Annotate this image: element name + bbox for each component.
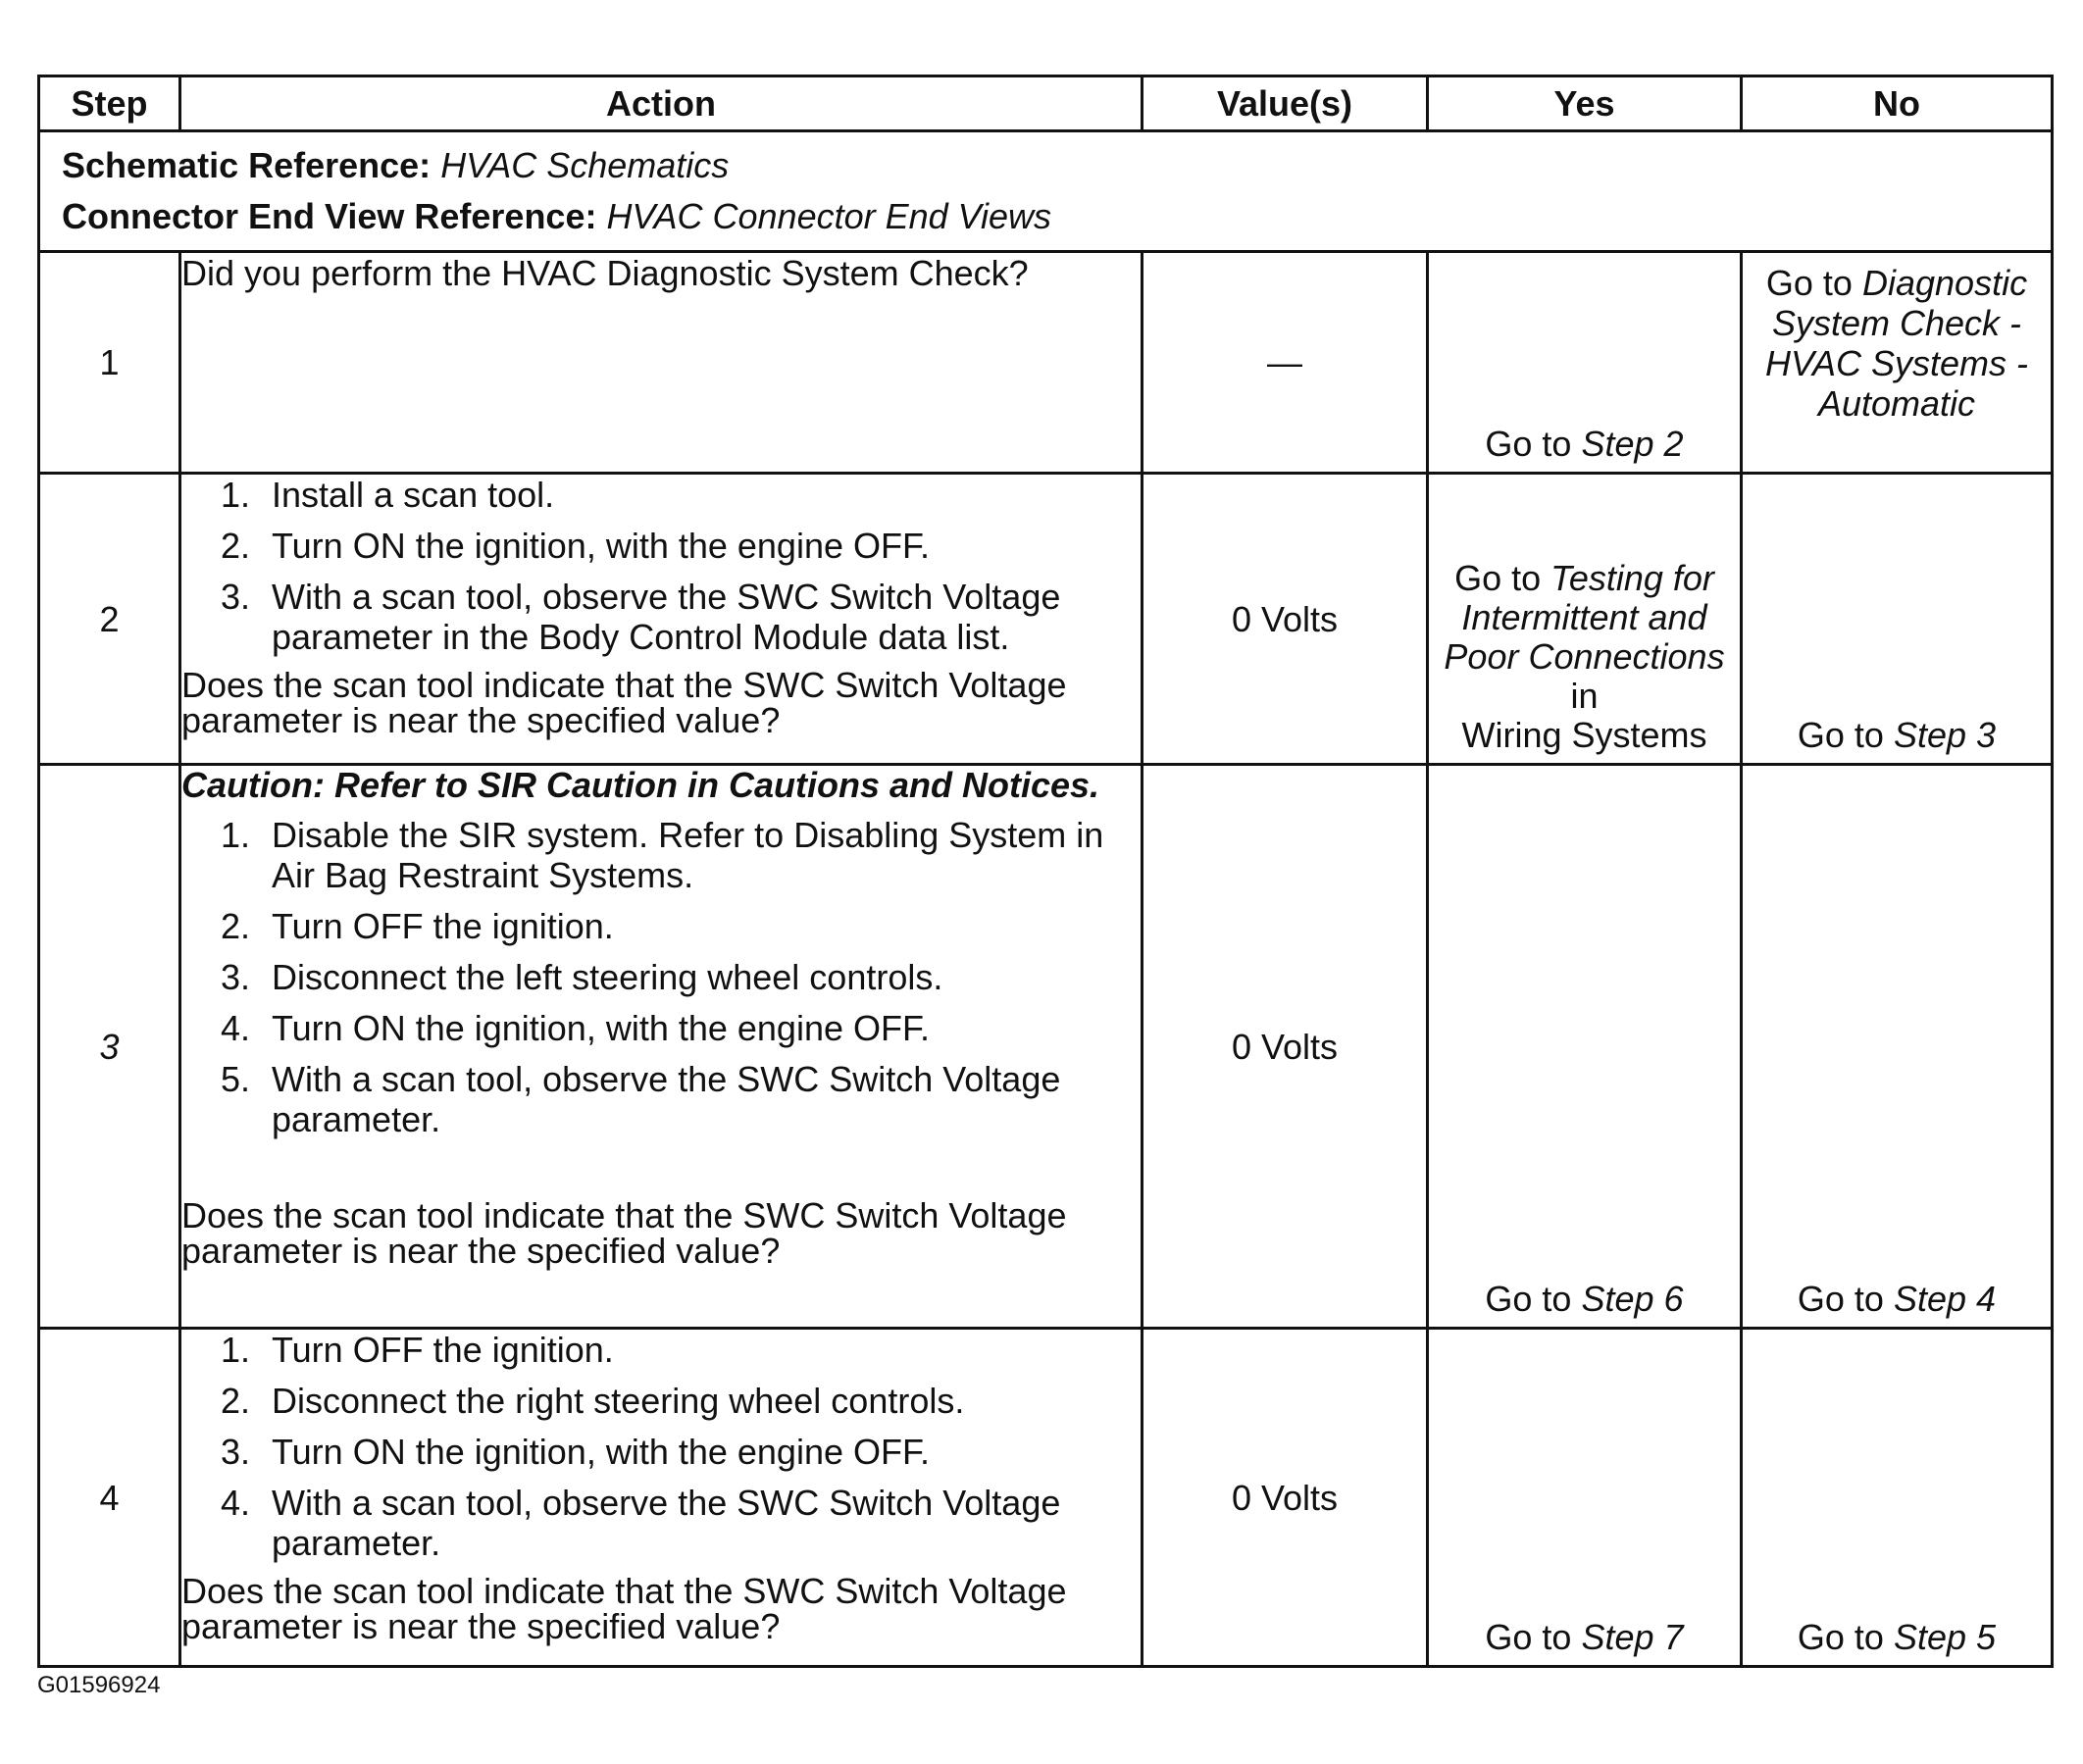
schematic-reference	[62, 140, 2051, 191]
no-prefix: Go to	[1797, 715, 1884, 755]
yes-suffix: in	[1570, 676, 1599, 716]
yes-cell	[1428, 1329, 1742, 1667]
step-number: 4	[39, 1329, 180, 1667]
yes-cell	[1428, 252, 1742, 474]
action-step-item	[221, 577, 1141, 657]
no-link[interactable]: Step 4	[1893, 1279, 1997, 1319]
item-number: 2.	[221, 526, 251, 566]
item-number: 1.	[221, 1330, 251, 1370]
action-cell	[180, 765, 1143, 1329]
action-step-item	[221, 1008, 1141, 1048]
item-number: 3.	[221, 577, 251, 617]
item-number: 1.	[221, 815, 251, 855]
schematic-reference-label: Schematic Reference:	[62, 145, 432, 185]
no-prefix: Go to	[1765, 263, 1853, 303]
action-question: Does the scan tool indicate that the SWC Switch Voltage parameter is near the specified value?	[181, 665, 1067, 740]
yes-link[interactable]: Step 2	[1581, 424, 1684, 464]
no-cell	[1742, 765, 2053, 1329]
no-link[interactable]: Diagnostic System Check - HVAC Systems - Automatic	[1764, 263, 2029, 424]
no-cell	[1742, 474, 2053, 765]
reference-row	[39, 131, 2053, 252]
connector-reference-link[interactable]: HVAC Connector End Views	[606, 196, 1052, 236]
item-text: Disconnect the right steering wheel controls.	[272, 1381, 965, 1421]
item-text: Turn ON the ignition, with the engine OFF.	[272, 1432, 930, 1472]
item-text: Disconnect the left steering wheel controls.	[272, 957, 943, 997]
action-step-item	[221, 475, 1141, 515]
yes-link[interactable]: Step 7	[1581, 1617, 1684, 1657]
action-step-item	[221, 1330, 1141, 1370]
no-cell	[1742, 1329, 2053, 1667]
item-text: Turn ON the ignition, with the engine OFF.	[272, 1008, 930, 1048]
header-values: Value(s)	[1143, 76, 1428, 131]
value-cell: 0 Volts	[1143, 1329, 1428, 1667]
reference-cell	[39, 131, 2053, 252]
action-step-item	[221, 1059, 1141, 1139]
step-number: 2	[39, 474, 180, 765]
action-cell	[180, 252, 1143, 474]
action-step-item	[221, 1432, 1141, 1472]
header-action: Action	[180, 76, 1143, 131]
yes-prefix: Go to	[1485, 424, 1572, 464]
item-text: Turn OFF the ignition.	[272, 1330, 614, 1370]
yes-cell	[1428, 474, 1742, 765]
no-cell	[1742, 252, 2053, 474]
value-cell: —	[1143, 252, 1428, 474]
item-number: 2.	[221, 1381, 251, 1421]
yes-prefix: Go to	[1454, 558, 1542, 598]
yes-link[interactable]: Step 6	[1581, 1279, 1684, 1319]
no-link[interactable]: Step 5	[1893, 1617, 1997, 1657]
action-step-item	[221, 1381, 1141, 1421]
action-steps	[181, 1330, 1141, 1563]
header-no: No	[1742, 76, 2053, 131]
table-row	[39, 1329, 2053, 1667]
item-text: Turn OFF the ignition.	[272, 906, 614, 946]
item-text: Turn ON the ignition, with the engine OFF.	[272, 526, 930, 566]
item-number: 5.	[221, 1059, 251, 1099]
step-number: 1	[39, 252, 180, 474]
item-text: Disable the SIR system. Refer to Disabling System in Air Bag Restraint Systems.	[272, 815, 1104, 895]
header-yes: Yes	[1428, 76, 1742, 131]
no-goto	[1743, 1279, 2051, 1319]
schematic-reference-link[interactable]: HVAC Schematics	[440, 145, 730, 185]
figure-id: G01596924	[37, 1672, 161, 1698]
yes-link[interactable]: Testing for Intermittent and Poor Connections	[1444, 558, 1725, 677]
no-prefix: Go to	[1797, 1279, 1884, 1319]
header-step: Step	[39, 76, 180, 131]
value-cell: 0 Volts	[1143, 765, 1428, 1329]
yes-goto	[1429, 559, 1740, 763]
action-question: Does the scan tool indicate that the SWC Switch Voltage parameter is near the specified value?	[181, 1195, 1067, 1271]
item-text: With a scan tool, observe the SWC Switch Voltage parameter.	[272, 1483, 1061, 1563]
yes-prefix: Go to	[1485, 1617, 1572, 1657]
caution-text: Caution: Refer to SIR Caution in Cautions and Notices.	[181, 765, 1100, 805]
connector-reference	[62, 191, 2051, 242]
no-link[interactable]: Step 3	[1893, 715, 1997, 755]
action-cell	[180, 474, 1143, 765]
item-number: 2.	[221, 906, 251, 946]
action-step-item	[221, 526, 1141, 566]
item-number: 1.	[221, 475, 251, 515]
no-goto	[1743, 715, 2051, 755]
yes-cell	[1428, 765, 1742, 1329]
yes-goto	[1429, 424, 1740, 464]
action-question: Does the scan tool indicate that the SWC Switch Voltage parameter is near the specified value?	[181, 1571, 1067, 1646]
no-goto	[1743, 253, 2051, 424]
header-row	[39, 76, 2053, 131]
item-number: 4.	[221, 1008, 251, 1048]
action-step-item	[221, 957, 1141, 997]
item-text: With a scan tool, observe the SWC Switch Voltage parameter in the Body Control Module data list.	[272, 577, 1061, 657]
yes-goto	[1429, 1279, 1740, 1319]
yes-prefix: Go to	[1485, 1279, 1572, 1319]
action-step-item	[221, 815, 1141, 895]
action-step-item	[221, 1483, 1141, 1563]
value-cell: 0 Volts	[1143, 474, 1428, 765]
item-text: With a scan tool, observe the SWC Switch Voltage parameter.	[272, 1059, 1061, 1139]
yes-goto	[1429, 1617, 1740, 1657]
step-number: 3	[39, 765, 180, 1329]
no-goto	[1743, 1617, 2051, 1657]
action-step-item	[221, 906, 1141, 946]
no-prefix: Go to	[1797, 1617, 1884, 1657]
table-row	[39, 765, 2053, 1329]
connector-reference-label: Connector End View Reference:	[62, 196, 597, 236]
action-cell	[180, 1329, 1143, 1667]
action-question: Did you perform the HVAC Diagnostic System Check?	[181, 253, 1029, 293]
item-text: Install a scan tool.	[272, 475, 555, 515]
item-number: 4.	[221, 1483, 251, 1523]
table-row	[39, 474, 2053, 765]
table-row	[39, 252, 2053, 474]
action-steps	[181, 815, 1141, 1139]
item-number: 3.	[221, 1432, 251, 1472]
yes-suffix-link[interactable]: Wiring Systems	[1461, 715, 1707, 755]
diagnostic-table	[37, 75, 2054, 1668]
item-number: 3.	[221, 957, 251, 997]
action-steps	[181, 475, 1141, 657]
